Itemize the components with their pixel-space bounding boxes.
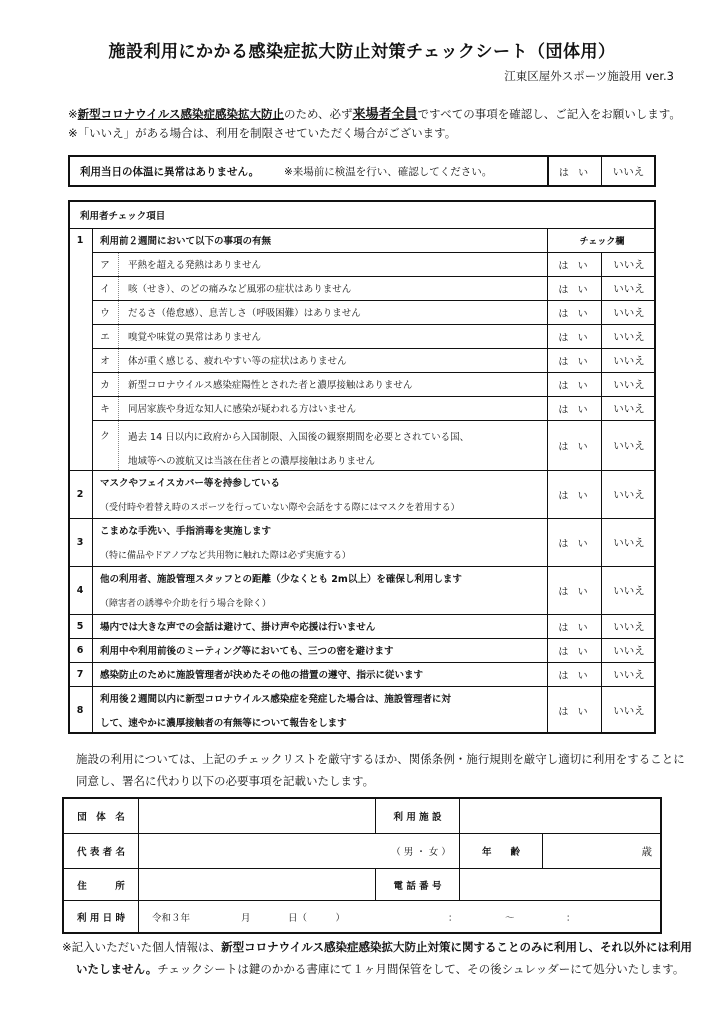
sub-item-mark: オ bbox=[100, 356, 110, 367]
sub-item-text: 新型コロナウイルス感染症陽性とされた者と濃厚接触はありません bbox=[128, 380, 413, 391]
item-yes-option[interactable]: は い bbox=[558, 490, 591, 502]
item-detail: （障害者の誘導や介助を行う場合を除く） bbox=[100, 598, 272, 609]
footer-2a: いたしません。 bbox=[76, 962, 158, 976]
sub-item-k-line-1: 過去 14 日以内に政府から入国制限、入国後の観察期間を必要とされている国、 bbox=[128, 432, 470, 443]
sub-item-mark: エ bbox=[100, 332, 110, 343]
notice-bold-1: 新型コロナウイルス感染症感染拡大防止 bbox=[77, 107, 284, 121]
item-detail: （受付時や着替え時のスポーツを行っていない際や会話をする際にはマスクを着用する） bbox=[100, 502, 460, 513]
group-name-label: 団 体 名 bbox=[77, 812, 125, 823]
divider bbox=[138, 797, 139, 934]
item-no-option[interactable]: いいえ bbox=[613, 536, 645, 549]
address-label: 住 所 bbox=[77, 880, 125, 892]
phone-label: 電 話 番 号 bbox=[393, 880, 442, 892]
facility-label: 利 用 施 設 bbox=[393, 812, 442, 823]
sub-item-yes-option[interactable]: は い bbox=[558, 260, 591, 272]
item-text: マスクやフェイスカバー等を持参している bbox=[100, 478, 280, 489]
item-text: 利用後２週間以内に新型コロナウイルス感染症を発症した場合は、施設管理者に対 bbox=[100, 694, 451, 705]
health-yes-option[interactable]: は い bbox=[558, 167, 592, 179]
sub-item-no-option[interactable]: いいえ bbox=[613, 330, 645, 343]
footer-1a: ※記入いただいた個人情報は、 bbox=[62, 940, 222, 954]
sub-item-no-option[interactable]: いいえ bbox=[613, 378, 645, 391]
item-number: 8 bbox=[76, 704, 84, 716]
time-separator: ～ bbox=[505, 913, 515, 924]
time-start[interactable]: ： bbox=[448, 913, 458, 924]
item-number: 5 bbox=[76, 620, 84, 632]
health-note: ※来場前に検温を行い、確認してください。 bbox=[284, 165, 493, 178]
item-text: 利用中や利用前後のミーティング等においても、三つの密を避けます bbox=[100, 646, 394, 657]
item-yes-option[interactable]: は い bbox=[558, 586, 591, 598]
notice-mid: のため、必ず bbox=[283, 107, 353, 121]
item-detail: （特に備品やドアノブなど共用物に触れた際は必ず実施する） bbox=[100, 550, 351, 561]
item-no-option[interactable]: いいえ bbox=[613, 584, 645, 597]
sub-item-mark: キ bbox=[100, 404, 110, 415]
sub-item-no-option[interactable]: いいえ bbox=[613, 258, 645, 271]
notice-bold-2: 来場者全員 bbox=[352, 107, 418, 122]
representative-label: 代 表 者 名 bbox=[77, 847, 125, 858]
sub-item-text: 嗅覚や味覚の異常はありません bbox=[128, 332, 262, 343]
notice-line-2: ※「いいえ」がある場合は、利用を制限させていただく場合がございます。 bbox=[68, 126, 457, 140]
item-1-number: 1 bbox=[76, 234, 84, 246]
notice-line-1 bbox=[68, 103, 681, 122]
sub-item-yes-option[interactable]: は い bbox=[558, 308, 591, 320]
sub-item-yes-option[interactable]: は い bbox=[558, 284, 591, 296]
sub-item-yes-option[interactable]: は い bbox=[558, 356, 591, 368]
sub-item-k-yes[interactable]: は い bbox=[558, 441, 591, 453]
item-no-option[interactable]: いいえ bbox=[613, 668, 645, 681]
check-column-header: チェック欄 bbox=[579, 236, 625, 247]
sub-item-text: 咳（せき）、のどの痛みなど風邪の症状はありません bbox=[128, 284, 352, 295]
sub-item-k-no[interactable]: いいえ bbox=[613, 439, 645, 452]
page-title: 施設利用にかかる感染症拡大防止対策チェックシート（団体用） bbox=[108, 42, 616, 62]
age-label: 年 齢 bbox=[481, 847, 520, 858]
item-number: 3 bbox=[76, 536, 84, 548]
item-no-option[interactable]: いいえ bbox=[613, 644, 645, 657]
phone-field[interactable] bbox=[460, 869, 660, 900]
sub-item-mark: ア bbox=[100, 260, 110, 271]
sub-item-text: だるさ（倦怠感）、息苦しさ（呼吸困難）はありません bbox=[128, 308, 361, 319]
item-yes-option[interactable]: は い bbox=[558, 706, 591, 718]
sub-item-yes-option[interactable]: は い bbox=[558, 404, 591, 416]
footer-2b: チェックシートは鍵のかかる書庫にて１ヶ月間保管をして、その後シュレッダーにて処分いたします。 bbox=[157, 962, 685, 976]
item-no-option[interactable]: いいえ bbox=[613, 704, 645, 717]
consent-line-1: 施設の利用については、上記のチェックリストを厳守するほか、関係条例・施行規則を厳守し適切に利用をすることに bbox=[76, 752, 685, 766]
item-yes-option[interactable]: は い bbox=[558, 622, 591, 634]
date-day[interactable]: 日（ ） bbox=[288, 913, 346, 924]
date-era: 令和３年 bbox=[152, 913, 191, 924]
item-text: こまめな手洗い、手指消毒を実施します bbox=[100, 526, 272, 537]
time-end[interactable]: ： bbox=[566, 913, 576, 924]
divider bbox=[118, 252, 119, 470]
representative-field[interactable] bbox=[140, 834, 380, 868]
sub-item-yes-option[interactable]: は い bbox=[558, 332, 591, 344]
facility-field[interactable] bbox=[460, 799, 660, 833]
item-1-text: 利用前２週間において以下の事項の有無 bbox=[100, 236, 272, 247]
gender-option[interactable]: （ 男 ・ 女 ） bbox=[391, 847, 451, 858]
item-number: 4 bbox=[76, 584, 84, 596]
footer-line-1 bbox=[62, 936, 692, 958]
group-name-field[interactable] bbox=[140, 799, 374, 833]
age-field[interactable] bbox=[543, 834, 660, 868]
sub-item-no-option[interactable]: いいえ bbox=[613, 354, 645, 367]
item-text: 他の利用者、施設管理スタッフとの距離（少なくとも 2m以上）を確保し利用します bbox=[100, 574, 462, 585]
notice-mark: ※ bbox=[68, 107, 78, 121]
sub-item-k-line-2: 地域等への渡航又は当該在住者との濃厚接触はありません bbox=[128, 456, 376, 467]
sub-item-no-option[interactable]: いいえ bbox=[613, 306, 645, 319]
sub-item-text: 同居家族や身近な知人に感染が疑われる方はいません bbox=[128, 404, 357, 415]
sub-item-k-mark: ク bbox=[100, 431, 110, 442]
sub-item-no-option[interactable]: いいえ bbox=[613, 402, 645, 415]
age-unit: 歳 bbox=[641, 845, 652, 858]
sub-item-mark: ウ bbox=[100, 308, 110, 319]
item-yes-option[interactable]: は い bbox=[558, 646, 591, 658]
item-no-option[interactable]: いいえ bbox=[613, 488, 645, 501]
checklist-header: 利用者チェック項目 bbox=[80, 211, 166, 222]
item-number: 7 bbox=[76, 668, 84, 680]
item-number: 2 bbox=[76, 488, 84, 500]
item-yes-option[interactable]: は い bbox=[558, 670, 591, 682]
footer-line-2 bbox=[76, 958, 684, 980]
item-detail: して、速やかに濃厚接触者の有無等について報告をします bbox=[100, 718, 347, 729]
item-no-option[interactable]: いいえ bbox=[613, 620, 645, 633]
sub-item-mark: イ bbox=[100, 284, 110, 295]
sub-item-mark: カ bbox=[100, 380, 110, 391]
date-month[interactable]: 月 bbox=[241, 913, 251, 924]
sub-item-text: 平熱を超える発熱はありません bbox=[128, 260, 262, 271]
consent-line-2: 同意し、署名に代わり以下の必要事項を記載いたします。 bbox=[76, 774, 375, 788]
health-no-option[interactable]: いいえ bbox=[612, 165, 645, 178]
item-text: 感染防止のために施設管理者が決めたその他の措置の遵守、指示に従います bbox=[100, 670, 424, 681]
datetime-label: 利 用 日 時 bbox=[77, 913, 125, 924]
footer-1b: 新型コロナウイルス感染症感染拡大防止対策に関することのみに利用し、それ以外には利用 bbox=[221, 940, 692, 954]
item-text: 場内では大きな声での会話は避けて、掛け声や応援は行いません bbox=[100, 622, 376, 633]
sub-item-text: 体が重く感じる、疲れやすい等の症状はありません bbox=[128, 356, 347, 367]
item-number: 6 bbox=[76, 644, 84, 656]
address-field[interactable] bbox=[140, 869, 374, 900]
notice-end: ですべての事項を確認し、ご記入をお願いします。 bbox=[417, 107, 681, 121]
item-yes-option[interactable]: は い bbox=[558, 538, 591, 550]
sub-item-no-option[interactable]: いいえ bbox=[613, 282, 645, 295]
page-subtitle: 江東区屋外スポーツ施設用 ver.3 bbox=[504, 69, 674, 83]
sub-item-yes-option[interactable]: は い bbox=[558, 380, 591, 392]
health-label: 利用当日の体温に異常はありません。 bbox=[80, 165, 260, 178]
